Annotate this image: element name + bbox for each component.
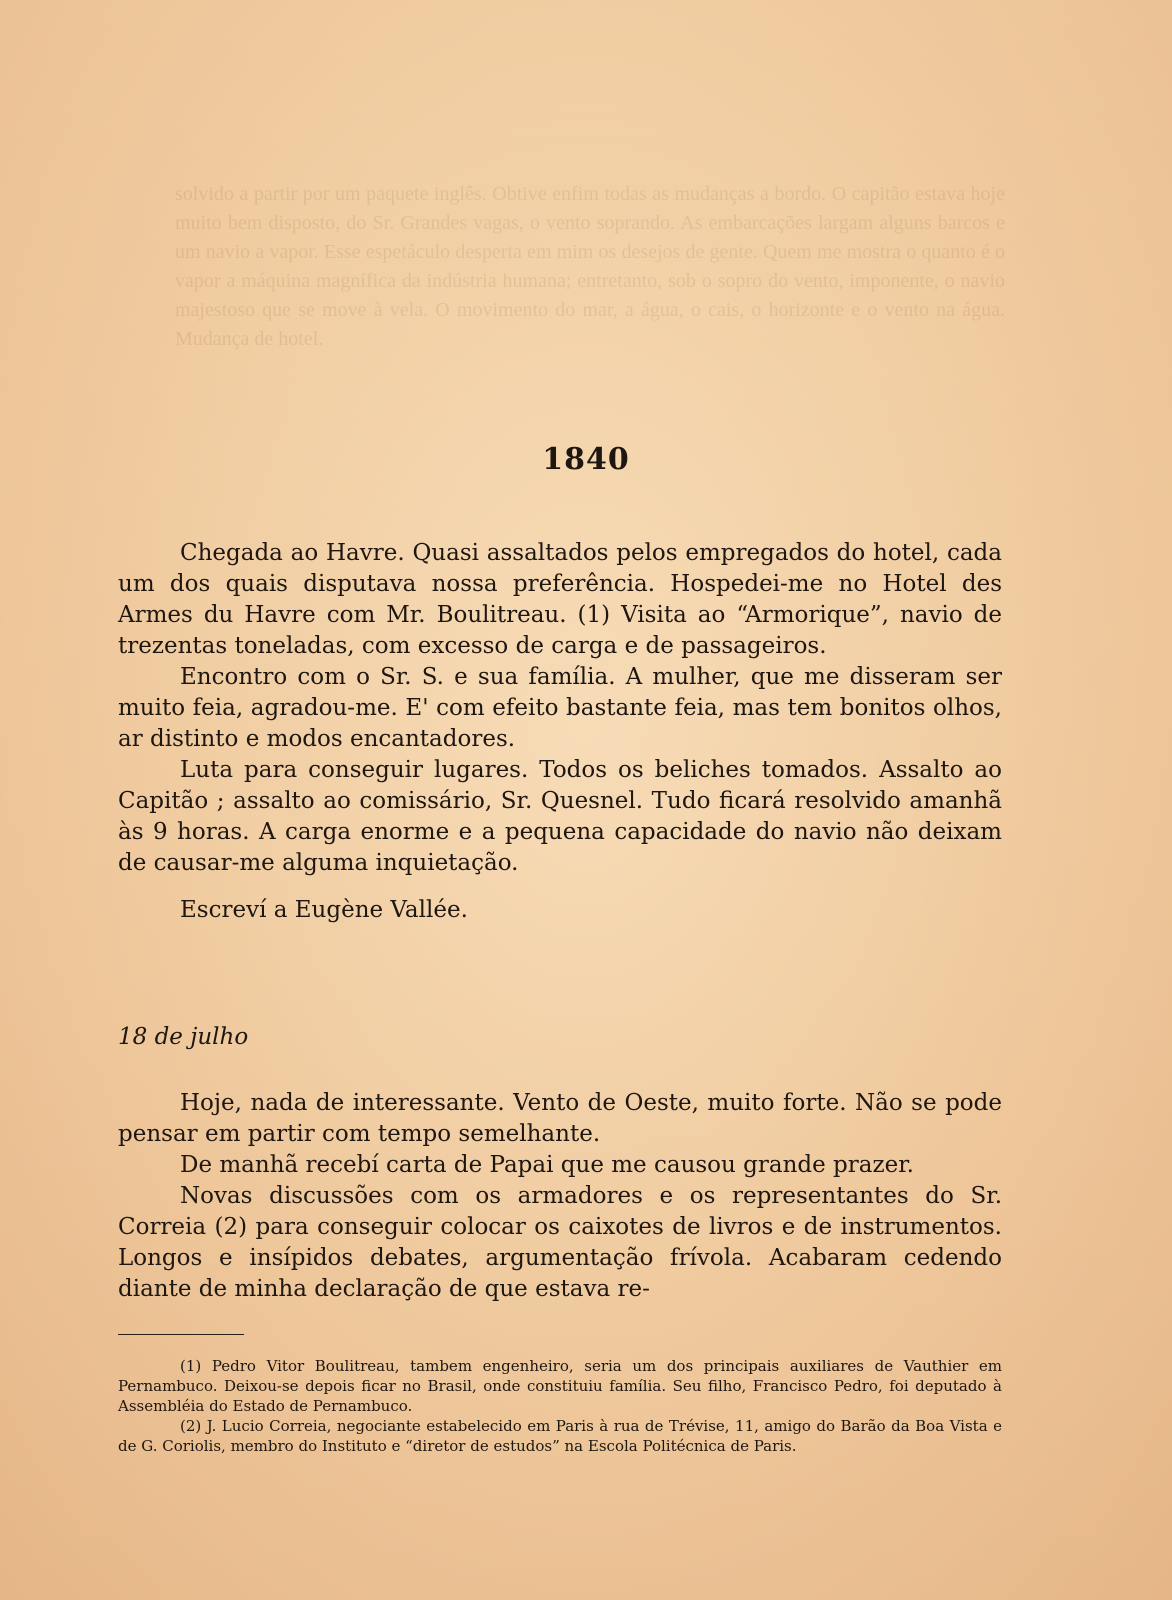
entry-text-18-julho <box>118 1088 1002 1305</box>
paragraph: Chegada ao Havre. Quasi assaltados pelos empregados do hotel, cada um dos quais disputava nossa preferência. Hospedei-me no Hotel des Armes du Havre com Mr. Boulitreau. (1) Visita ao “Armorique”, navio de trezentas toneladas, com excesso de carga e de passageiros. <box>118 540 1002 659</box>
paragraph: Novas discussões com os armadores e os representantes do Sr. Correia (2) para conseguir colocar os caixotes de livros e de instrumentos. Longos e insípidos debates, argumentação frívola. Acabaram cedendo diante de minha declaração de que estava re- <box>118 1183 1002 1302</box>
paragraph: De manhã recebí carta de Papai que me causou grande prazer. <box>180 1152 914 1178</box>
paragraph: Luta para conseguir lugares. Todos os beliches tomados. Assalto ao Capitão ; assalto ao comissário, Sr. Quesnel. Tudo ficará resolvido amanhã às 9 horas. A carga enorme e a pequena capacidade do navio não deixam de causar-me alguma inquietação. <box>118 757 1002 876</box>
footnotes <box>118 1356 1002 1456</box>
footnote-2: (2) J. Lucio Correia, negociante estabelecido em Paris à rua de Trévise, 11, amigo do Barão da Boa Vista e de G. Coriolis, membro do Instituto e “diretor de estudos” na Escola Politécnica de Paris. <box>118 1417 1002 1455</box>
paragraph: Hoje, nada de interessante. Vento de Oeste, muito forte. Não se pode pensar em partir com tempo semelhante. <box>118 1090 1002 1147</box>
footnote-1: (1) Pedro Vitor Boulitreau, tambem engenheiro, seria um dos principais auxiliares de Vauthier em Pernambuco. Deixou-se depois ficar no Brasil, onde constituiu família. Seu filho, Francisco Pedro, foi deputado à Assembléia do Estado de Pernambuco. <box>118 1357 1002 1415</box>
paragraph: Escreví a Eugène Vallée. <box>180 897 468 923</box>
paragraph: Encontro com o Sr. S. e sua família. A mulher, que me disseram ser muito feia, agradou-me. E' com efeito bastante feia, mas tem bonitos olhos, ar distinto e modos encantadores. <box>118 664 1002 752</box>
year-heading: 1840 <box>542 442 630 477</box>
entry-text-1840 <box>118 538 1002 926</box>
bleed-through-text: solvido a partir por um paquete inglês. Obtive enfim todas as mudanças a bordo. O capitão estava hoje muito bem disposto, do Sr. Grandes vagas, o vento soprando. As embarcações largam alguns barcos e um navio a vapor. Esse espetáculo desperta em mim os desejos de gente. Quem me mostra o quanto é o vapor a máquina magnífica da indústria humana; entretanto, sob o sopro do vento, imponente, o navio majestoso que se move à vela. O movimento do mar, a água, o cais, o horizonte e o vento na água. Mudança de hotel. <box>175 183 1005 350</box>
entry-date: 18 de julho <box>118 1024 249 1050</box>
footnote-divider <box>118 1334 244 1335</box>
